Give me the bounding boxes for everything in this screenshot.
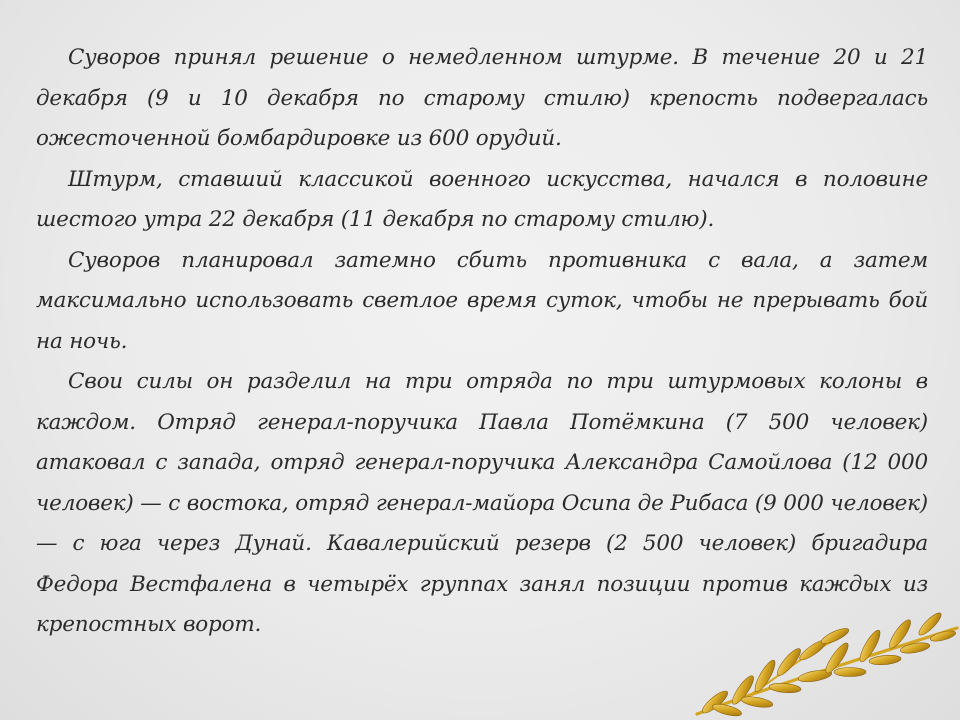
paragraph-3: Суворов планировал затемно сбить противника с вала, а затем максимально использовать светлое время суток, чтобы не прерывать бой на ночь.: [36, 247, 928, 354]
paragraph-2: Штурм, ставший классикой военного искусства, начался в половине шестого утра 22 декабря (11 декабря по старому стилю).: [36, 166, 928, 232]
paragraph-4: Свои силы он разделил на три отряда по три штурмовых колоны в каждом. Отряд генерал-поручика Павла Потёмкина (7 500 человек) атаковал с запада, отряд генерал-поручика Александра Самойлова (12 000 человек) — с востока, отряд генерал-майора Осипа де Рибаса (9 000 человек) — с юга через Дунай. Кавалерийский резерв (2 500 человек) бригадира Федора Вестфалена в четырёх группах занял позиции против каждых из крепостных ворот.: [36, 369, 928, 637]
text-block: [36, 38, 928, 646]
paragraph-1: Суворов принял решение о немедленном штурме. В течение 20 и 21 декабря (9 и 10 декабря по старому стилю) крепость подвергалась ожесточенной бомбардировке из 600 орудий.: [36, 45, 928, 151]
golden-laurel-branch-icon: [685, 610, 960, 720]
